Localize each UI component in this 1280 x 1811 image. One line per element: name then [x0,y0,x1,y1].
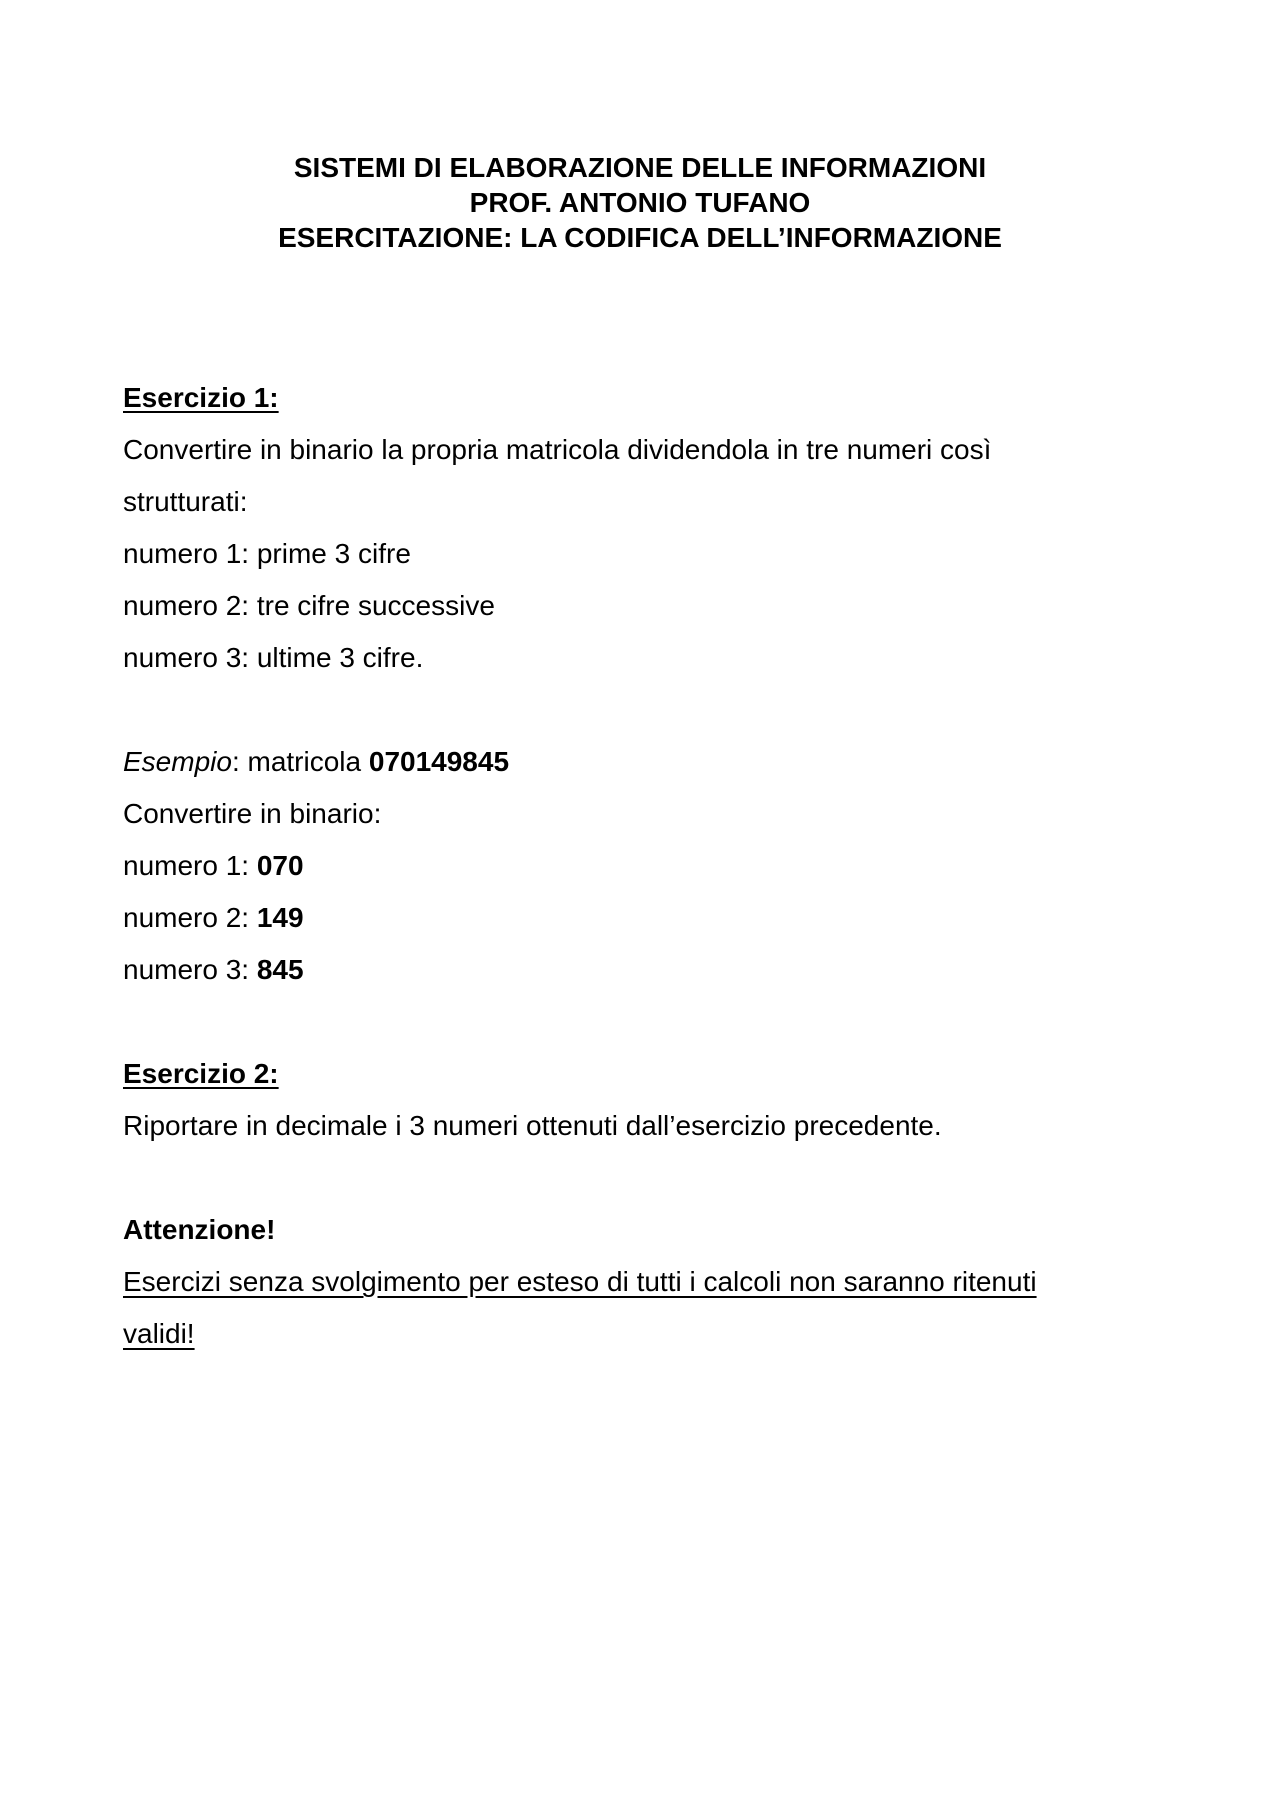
example-number-2 [123,892,1163,944]
example-number-value: 845 [256,954,304,985]
example-number-3 [123,944,1163,996]
exercise-1-heading: Esercizio 1: [123,382,279,413]
example-number-label: numero 3: [123,954,257,985]
exercise-2-heading: Esercizio 2: [123,1058,279,1089]
exercise-1-text-line-1: Convertire in binario la propria matricola dividendola in tre numeri così [123,434,992,465]
example-number-value: 070 [256,850,304,881]
attention-text: validi! [123,1318,195,1349]
example-number-1 [123,840,1163,892]
course-title: SISTEMI DI ELABORAZIONE DELLE INFORMAZIONI [293,152,987,183]
spacer [123,684,1163,736]
exercise-1-text-line-2: strutturati: [123,486,248,517]
exercise-1-item-3: numero 3: ultime 3 cifre. [123,642,424,673]
exercise-1-item-1: numero 1: prime 3 cifre [123,538,411,569]
attention-line-1 [123,1256,1163,1308]
document-header [0,150,1280,255]
example-line [123,736,1163,788]
attention-heading: Attenzione! [123,1214,276,1245]
example-number-label: numero 2: [123,902,257,933]
exercise-2-text: Riportare in decimale i 3 numeri ottenuti dall’esercizio precedente. [123,1110,942,1141]
spacer [123,1152,1163,1204]
document-body [123,372,1163,1360]
exercise-title: ESERCITAZIONE: LA CODIFICA DELL’INFORMAZIONE [278,222,1002,253]
example-number-label: numero 1: [123,850,257,881]
example-label: Esempio [123,746,232,777]
example-convert-label: Convertire in binario: [123,798,382,829]
example-matricola: 070149845 [368,746,510,777]
attention-text: Esercizi senza svolgimento per esteso di tutti i calcoli non saranno ritenuti [123,1266,1037,1297]
example-prefix: : matricola [231,746,369,777]
spacer [123,996,1163,1048]
exercise-1-item-2: numero 2: tre cifre successive [123,590,495,621]
example-number-value: 149 [256,902,304,933]
attention-line-2 [123,1308,1163,1360]
professor-name: PROF. ANTONIO TUFANO [469,187,811,218]
